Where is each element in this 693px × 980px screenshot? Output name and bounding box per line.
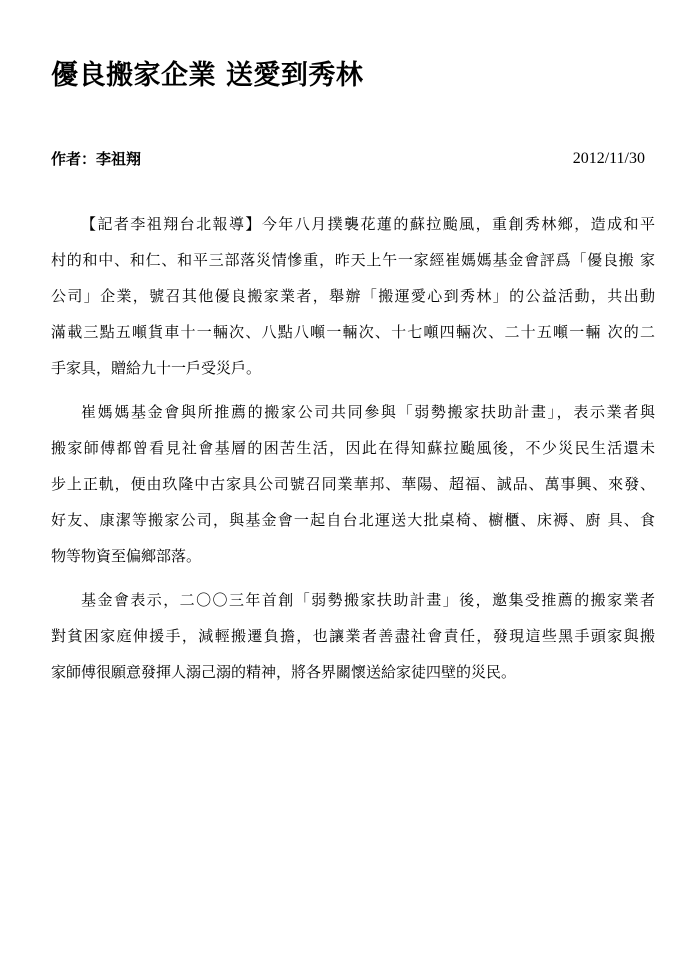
paragraph-line: 好友、康潔等搬家公司，與基金會一起自台北運送大批桌椅、櫥櫃、床褥、廚 具、食 — [51, 511, 655, 529]
paragraph-line: 公司」企業，號召其他優良搬家業者，舉辦「搬運愛心到秀林」的公益活動，共出動 — [51, 287, 655, 305]
paragraph-line: 村的和中、和仁、和平三部落災情慘重，昨天上午一家經崔媽媽基金會評爲「優良搬 家 — [51, 251, 655, 269]
article-title: 優良搬家企業 送愛到秀林 — [51, 60, 364, 91]
article-date: 2012/11/30 — [572, 150, 645, 167]
paragraph-line: 手家具，贈給九十一戶受災戶。 — [51, 359, 262, 377]
paragraph-1 — [51, 206, 655, 386]
paragraph-line: 對貧困家庭伸援手，減輕搬遷負擔，也讓業者善盡社會責任，發現這些黑手頭家與搬 — [51, 627, 655, 645]
article-meta — [51, 148, 645, 170]
paragraph-line: 滿載三點五噸貨車十一輛次、八點八噸一輛次、十七噸四輛次、二十五噸一輛 次的二 — [51, 323, 655, 341]
paragraph-2 — [51, 394, 655, 574]
paragraph-line: 【記者李祖翔台北報導】今年八月撲襲花蓮的蘇拉颱風，重創秀林鄉，造成和平 — [81, 215, 655, 233]
article-body — [51, 206, 655, 698]
article-author: 作者：李祖翔 — [51, 150, 142, 168]
paragraph-line: 物等物資至偏鄉部落。 — [51, 547, 202, 565]
paragraph-3 — [51, 582, 655, 690]
paragraph-line: 家師傅很願意發揮人溺己溺的精神，將各界關懷送給家徒四壁的災民。 — [51, 663, 517, 681]
paragraph-line: 搬家師傅都曾看見社會基層的困苦生活，因此在得知蘇拉颱風後，不少災民生活還未 — [51, 439, 655, 457]
paragraph-line: 崔媽媽基金會與所推薦的搬家公司共同參與「弱勢搬家扶助計畫」，表示業者與 — [81, 403, 655, 421]
paragraph-line: 步上正軌，便由玖隆中古家具公司號召同業華邦、華陽、超福、誠品、萬事興、來發、 — [51, 475, 655, 493]
paragraph-line: 基金會表示，二〇〇三年首創「弱勢搬家扶助計畫」後，邀集受推薦的搬家業者 — [81, 591, 655, 609]
